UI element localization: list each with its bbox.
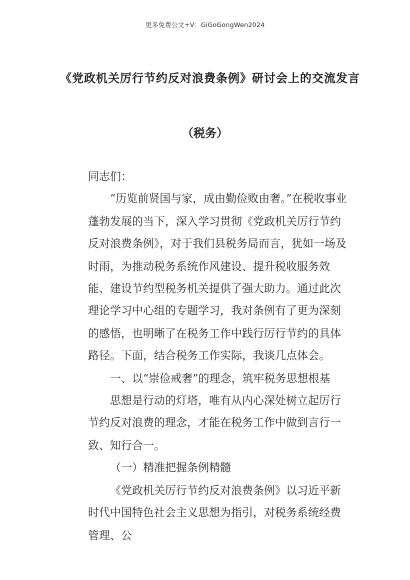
document-title: 《党政机关厉行节约反对浪费条例》研讨会上的交流发言 [60, 71, 360, 85]
section-heading-1: 一、以“崇俭戒奢”的理念，筑牢税务思想根基 [110, 371, 331, 385]
header-note: 更多免费公文+V：GiGoGongWen2024 [145, 21, 265, 29]
greeting: 同志们： [88, 170, 132, 183]
document-subtitle: （税务） [182, 126, 228, 140]
paragraph-subsection-1: 《党政机关厉行节约反对浪费条例》以习近平新时代中国特色社会主义思想为指引，对税务系统经费管理、公 [88, 483, 341, 542]
subsection-heading-1: （一）精准把握条例精髓 [110, 461, 231, 475]
document-body [88, 166, 348, 547]
paragraph-section-1: 思想是行动的灯塔，唯有从内心深处树立起厉行节约反对浪费的理念，才能在税务工作中做到言行一致、知行合一。 [88, 394, 341, 452]
paragraph-intro: “历览前贤国与家，成由勤俭败由奢。”在税收事业蓬勃发展的当下，深入学习贯彻《党政机关厉行节约反对浪费条例》，对于我们县税务局而言，犹如一场及时雨，为推动税务系统作风建设、提升税收服务效能、建设节约型税务机关提供了强大助力。通过此次理论学习中心组的专题学习，我对条例有了更为深刻的感悟，也明晰了在税务工作中践行厉行节约的具体路径。下面，结合税务工作实际，我谈几点体会。 [88, 192, 347, 363]
